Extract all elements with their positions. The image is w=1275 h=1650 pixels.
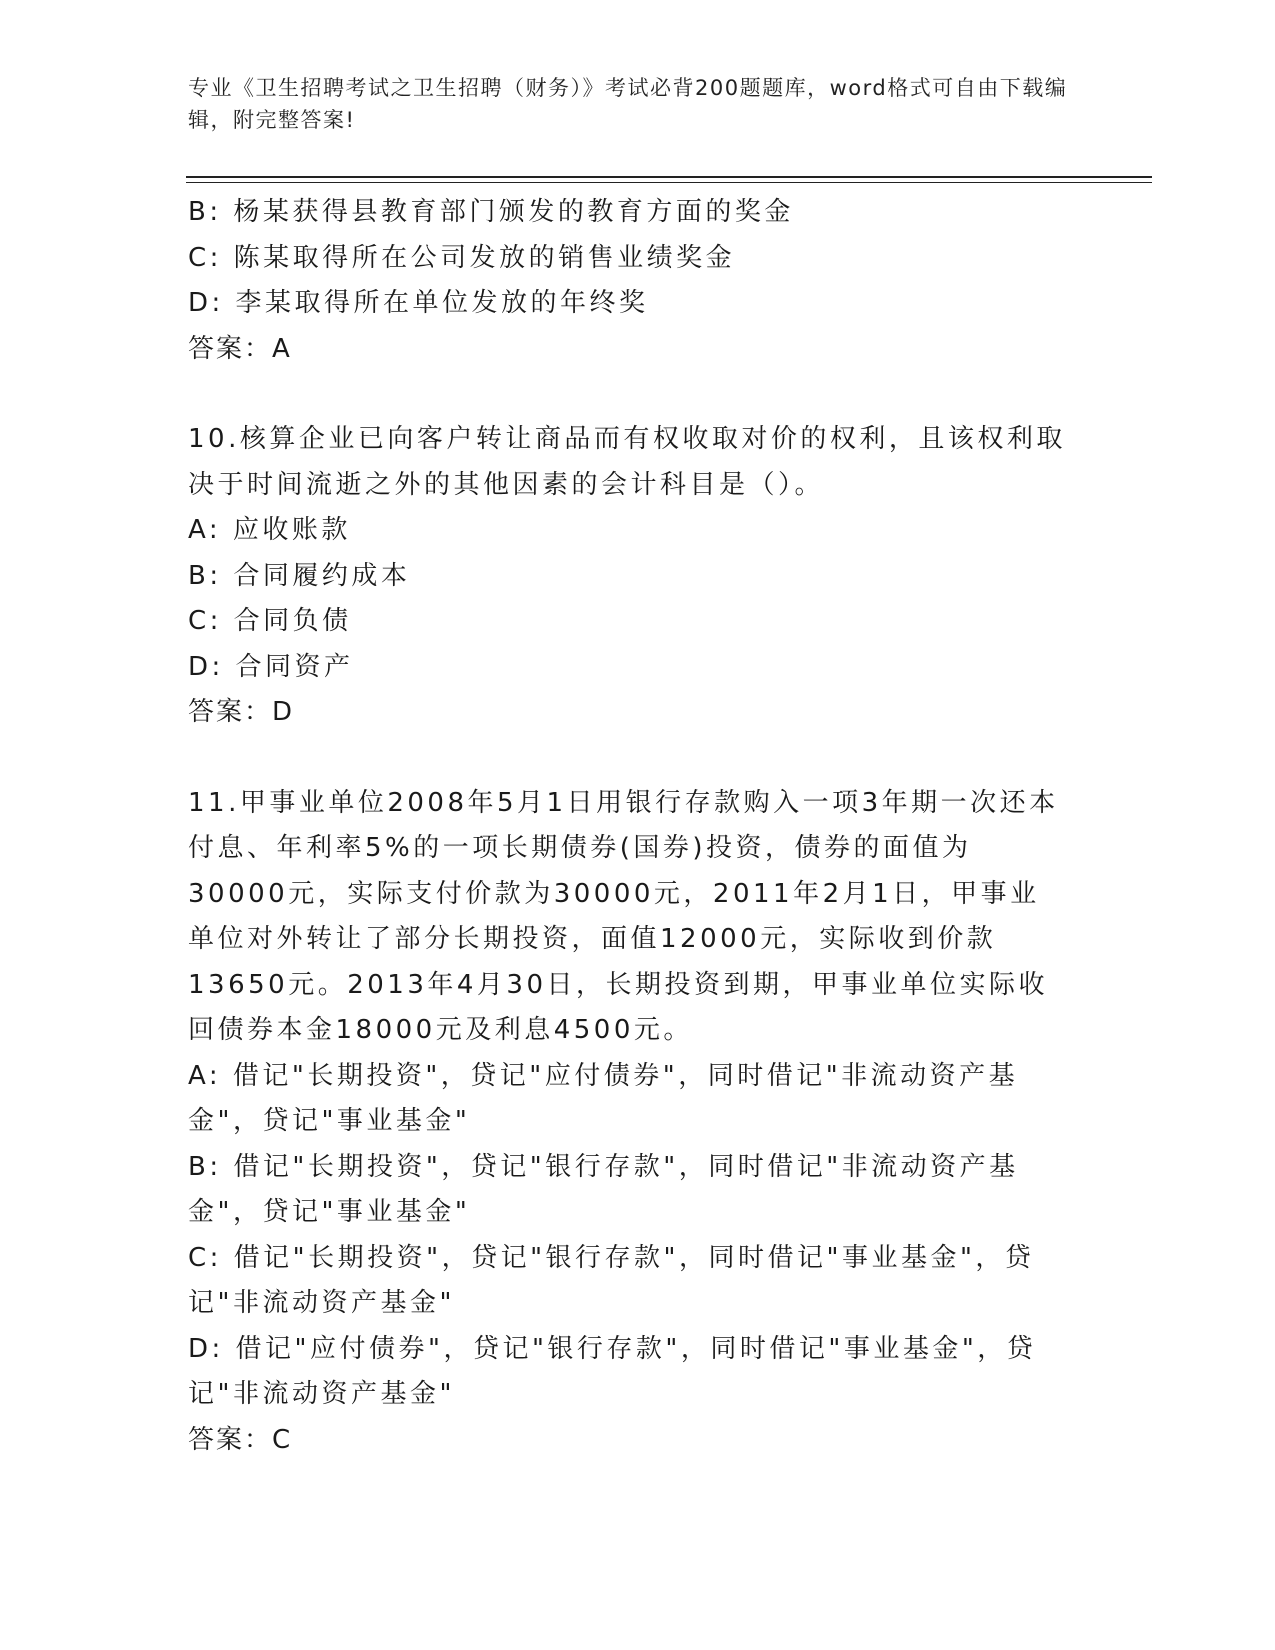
question-stem: 10.核算企业已向客户转让商品而有权收取对价的权利，且该权利取决于时间流逝之外的其他因素的会计科目是（）。 — [188, 424, 1066, 500]
option-c: C: 合同负债 — [188, 606, 352, 636]
question-10 — [188, 417, 1068, 736]
option-b: B: 借记"长期投资"，贷记"银行存款"，同时借记"非流动资产基金"，贷记"事业基金" — [188, 1151, 1019, 1227]
option-b: B: 杨某获得县教育部门颁发的教育方面的奖金 — [188, 197, 794, 227]
question-9-tail — [188, 190, 1068, 372]
answer: 答案：C — [188, 1424, 293, 1455]
document-body — [188, 190, 1068, 1463]
spacer — [188, 736, 1068, 781]
answer: 答案：D — [188, 697, 295, 727]
answer: 答案：A — [188, 333, 292, 364]
question-stem: 11.甲事业单位2008年5月1日用银行存款购入一项3年期一次还本付息、年利率5%的一项长期债券(国券)投资，债券的面值为30000元，实际支付价款为30000元，2011年2月1日，甲事业单位对外转让了部分长期投资，面值12000元，实际收到价款13650元。2013年4月30日，长期投资到期，甲事业单位实际收回债券本金18000元及利息4500元。 — [188, 787, 1059, 1045]
option-b: B: 合同履约成本 — [188, 560, 411, 591]
option-d: D: 李某取得所在单位发放的年终奖 — [188, 288, 649, 318]
page-header: 专业《卫生招聘考试之卫生招聘（财务）》考试必背200题题库，word格式可自由下载编辑，附完整答案! — [188, 76, 1068, 132]
header-rule-thick — [186, 176, 1152, 178]
question-11 — [188, 781, 1068, 1464]
option-a: A: 应收账款 — [188, 515, 351, 545]
spacer — [188, 372, 1068, 417]
option-a: A: 借记"长期投资"，贷记"应付债券"，同时借记"非流动资产基金"，贷记"事业基金" — [188, 1060, 1019, 1136]
option-d: D: 合同资产 — [188, 651, 354, 682]
header-rule-thin — [186, 182, 1152, 183]
option-c: C: 借记"长期投资"，贷记"银行存款"，同时借记"事业基金"，贷记"非流动资产基金" — [188, 1242, 1035, 1318]
option-d: D: 借记"应付债券"，贷记"银行存款"，同时借记"事业基金"，贷记"非流动资产基金" — [188, 1333, 1037, 1409]
option-c: C: 陈某取得所在公司发放的销售业绩奖金 — [188, 242, 736, 273]
